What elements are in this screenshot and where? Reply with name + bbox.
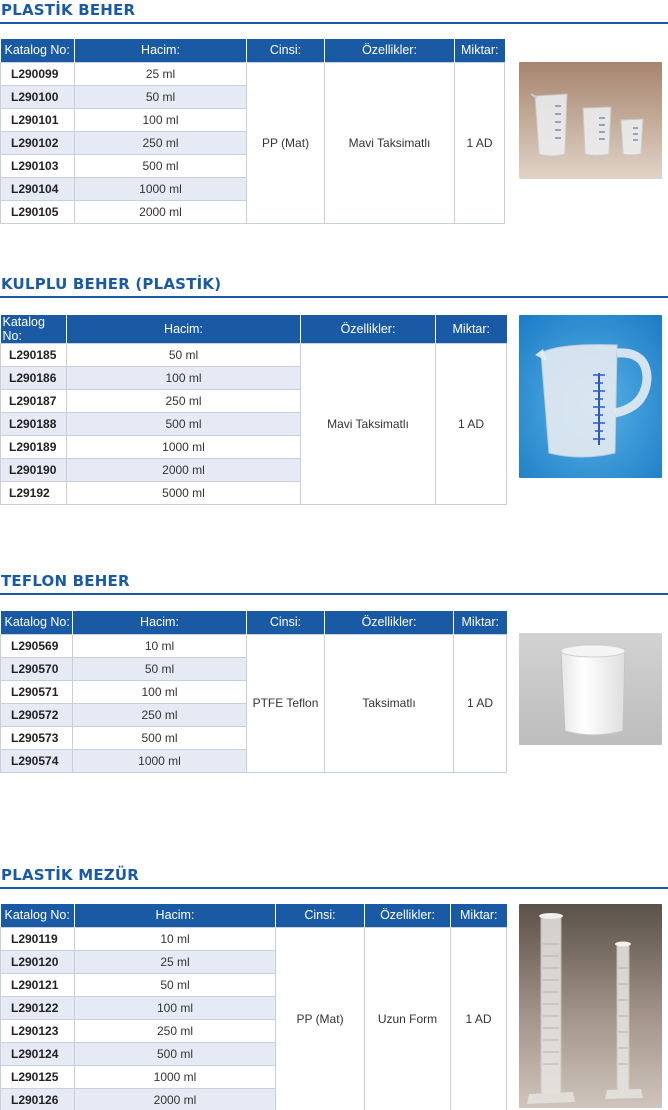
catalog-code: L290121 (1, 973, 75, 996)
catalog-code: L290188 (1, 413, 67, 436)
volume-cell: 50 ml (73, 657, 247, 680)
features-cell: Taksimatlı (325, 634, 454, 772)
column-header-features: Özellikler: (325, 611, 454, 634)
section-title: KULPLU BEHER (PLASTİK) (1, 275, 222, 293)
volume-cell: 100 ml (67, 367, 301, 390)
column-header-features: Özellikler: (365, 904, 451, 927)
catalog-code: L290186 (1, 367, 67, 390)
table-row (1, 344, 507, 367)
handled-jug-photo (519, 315, 662, 478)
volume-cell: 1000 ml (73, 749, 247, 772)
table-header-row (1, 904, 507, 927)
catalog-code: L290570 (1, 657, 73, 680)
column-header-catalog: Katalog No: (1, 611, 73, 634)
volume-cell: 100 ml (75, 108, 247, 131)
catalog-code: L290574 (1, 749, 73, 772)
column-header-quantity: Miktar: (451, 904, 507, 927)
table-header-row (1, 315, 507, 344)
volume-cell: 10 ml (75, 927, 276, 950)
volume-cell: 1000 ml (67, 436, 301, 459)
table-row (1, 634, 507, 657)
catalog-code: L290122 (1, 996, 75, 1019)
catalog-code: L290105 (1, 200, 75, 223)
volume-cell: 1000 ml (75, 177, 247, 200)
column-header-features: Özellikler: (325, 39, 455, 62)
catalog-table (0, 904, 507, 1110)
volume-cell: 25 ml (75, 62, 247, 85)
volume-cell: 500 ml (75, 154, 247, 177)
catalog-code: L290104 (1, 177, 75, 200)
catalog-code: L290187 (1, 390, 67, 413)
volume-cell: 250 ml (67, 390, 301, 413)
volume-cell: 25 ml (75, 950, 276, 973)
section-title: PLASTİK BEHER (1, 1, 136, 19)
volume-cell: 2000 ml (67, 459, 301, 482)
catalog-code: L290123 (1, 1019, 75, 1042)
catalog-code: L290120 (1, 950, 75, 973)
catalog-code: L290103 (1, 154, 75, 177)
catalog-table (0, 611, 507, 773)
quantity-cell: 1 AD (455, 62, 505, 223)
catalog-table (0, 39, 505, 224)
column-header-material: Cinsi: (247, 39, 325, 62)
volume-cell: 500 ml (73, 726, 247, 749)
volume-cell: 100 ml (73, 680, 247, 703)
column-header-catalog: Katalog No: (1, 315, 67, 344)
catalog-code: L290569 (1, 634, 73, 657)
title-rule (0, 593, 668, 595)
column-header-catalog: Katalog No: (1, 904, 75, 927)
quantity-cell: 1 AD (454, 634, 507, 772)
table-row (1, 927, 507, 950)
catalog-code: L290125 (1, 1065, 75, 1088)
graduated-cylinders-photo (519, 904, 662, 1108)
title-rule (0, 887, 668, 889)
section-title: TEFLON BEHER (1, 572, 130, 590)
column-header-features: Özellikler: (301, 315, 436, 344)
column-header-volume: Hacim: (75, 904, 276, 927)
features-cell: Mavi Taksimatlı (301, 344, 436, 505)
column-header-volume: Hacim: (67, 315, 301, 344)
catalog-code: L290126 (1, 1088, 75, 1110)
catalog-code: L29192 (1, 482, 67, 505)
material-cell: PTFE Teflon (247, 634, 325, 772)
catalog-code: L290119 (1, 927, 75, 950)
catalog-code: L290190 (1, 459, 67, 482)
column-header-volume: Hacim: (75, 39, 247, 62)
material-cell: PP (Mat) (276, 927, 365, 1110)
section-title: PLASTİK MEZÜR (1, 866, 140, 884)
catalog-code: L290102 (1, 131, 75, 154)
table-header-row (1, 611, 507, 634)
volume-cell: 5000 ml (67, 482, 301, 505)
quantity-cell: 1 AD (451, 927, 507, 1110)
column-header-material: Cinsi: (247, 611, 325, 634)
volume-cell: 1000 ml (75, 1065, 276, 1088)
catalog-code: L290185 (1, 344, 67, 367)
catalog-code: L290189 (1, 436, 67, 459)
volume-cell: 2000 ml (75, 1088, 276, 1110)
volume-cell: 50 ml (75, 973, 276, 996)
title-rule (0, 22, 668, 24)
features-cell: Mavi Taksimatlı (325, 62, 455, 223)
volume-cell: 250 ml (75, 1019, 276, 1042)
volume-cell: 500 ml (75, 1042, 276, 1065)
column-header-quantity: Miktar: (454, 611, 507, 634)
column-header-catalog: Katalog No: (1, 39, 75, 62)
quantity-cell: 1 AD (436, 344, 507, 505)
title-rule (0, 296, 668, 298)
column-header-volume: Hacim: (73, 611, 247, 634)
volume-cell: 250 ml (73, 703, 247, 726)
column-header-material: Cinsi: (276, 904, 365, 927)
catalog-code: L290101 (1, 108, 75, 131)
column-header-quantity: Miktar: (455, 39, 505, 62)
catalog-table (0, 315, 507, 505)
volume-cell: 250 ml (75, 131, 247, 154)
volume-cell: 50 ml (75, 85, 247, 108)
catalog-code: L290572 (1, 703, 73, 726)
catalog-code: L290124 (1, 1042, 75, 1065)
volume-cell: 2000 ml (75, 200, 247, 223)
teflon-beaker-photo (519, 633, 662, 745)
plastic-beakers-photo (519, 62, 662, 179)
table-header-row (1, 39, 505, 62)
catalog-code: L290099 (1, 62, 75, 85)
volume-cell: 50 ml (67, 344, 301, 367)
features-cell: Uzun Form (365, 927, 451, 1110)
column-header-quantity: Miktar: (436, 315, 507, 344)
volume-cell: 10 ml (73, 634, 247, 657)
volume-cell: 100 ml (75, 996, 276, 1019)
catalog-code: L290100 (1, 85, 75, 108)
catalog-code: L290571 (1, 680, 73, 703)
table-row (1, 62, 505, 85)
catalog-code: L290573 (1, 726, 73, 749)
volume-cell: 500 ml (67, 413, 301, 436)
material-cell: PP (Mat) (247, 62, 325, 223)
